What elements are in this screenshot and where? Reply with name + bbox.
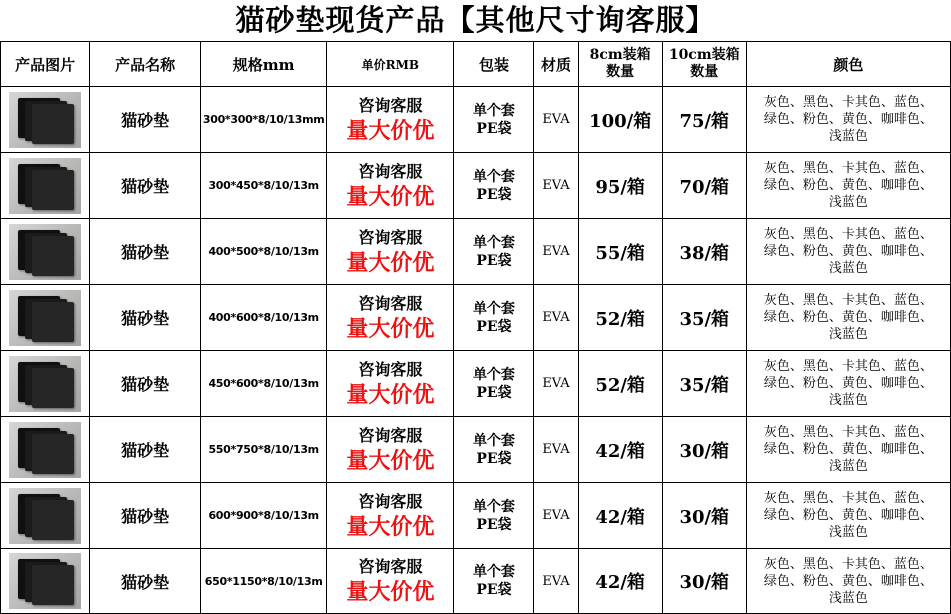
package-line1: 单个套: [472, 564, 515, 580]
qty-10cm: 35/箱: [662, 285, 746, 351]
product-material: EVA: [534, 285, 578, 351]
colors-line1: 灰色、黑色、卡其色、蓝色、: [763, 161, 933, 176]
price-inquiry: 咨询客服: [358, 557, 423, 576]
product-spec: 400*600*8/10/13m: [201, 285, 327, 351]
package-line1: 单个套: [472, 300, 515, 317]
mat-icon: [32, 434, 74, 474]
qty-10cm: 35/箱: [662, 351, 746, 417]
table-row: [1, 549, 951, 614]
colors-line1: 灰色、黑色、卡其色、蓝色、: [763, 556, 933, 572]
colors-line2: 绿色、粉色、黄色、咖啡色、: [763, 310, 933, 325]
price-promo: 量大价优: [346, 447, 435, 474]
product-spec: 450*600*8/10/13m: [201, 351, 327, 417]
header-package: 包装: [454, 42, 534, 87]
product-material: EVA: [534, 549, 578, 614]
header-name: 产品名称: [90, 42, 201, 87]
colors-line3: 浅蓝色: [828, 459, 868, 474]
colors-line2: 绿色、粉色、黄色、咖啡色、: [763, 573, 933, 589]
product-image-cell: [1, 417, 90, 483]
product-name: 猫砂垫: [90, 219, 201, 285]
package-line2: PE袋: [476, 450, 512, 467]
header-qty-10cm-line2: 数量: [690, 64, 719, 80]
package-line2: PE袋: [476, 252, 512, 269]
price-promo: 量大价优: [346, 315, 435, 342]
product-name: 猫砂垫: [90, 417, 201, 483]
package-line1: 单个套: [472, 366, 515, 383]
colors-line3: 浅蓝色: [828, 327, 868, 342]
product-price: [327, 219, 454, 285]
product-image-cell: [1, 285, 90, 351]
mat-icon: [32, 500, 74, 540]
product-image: [9, 488, 81, 544]
colors-line3: 浅蓝色: [828, 261, 868, 276]
product-colors: [746, 219, 950, 285]
product-table: [0, 41, 951, 614]
package-line2: PE袋: [476, 186, 512, 203]
page-title: 猫砂垫现货产品【其他尺寸询客服】: [235, 3, 716, 37]
package-line1: 单个套: [472, 234, 515, 251]
product-price: [327, 483, 454, 549]
price-promo: 量大价优: [346, 183, 435, 210]
product-material: EVA: [534, 153, 578, 219]
mat-icon: [32, 565, 74, 605]
product-package: [454, 285, 534, 351]
product-material: EVA: [534, 483, 578, 549]
price-promo: 量大价优: [346, 381, 435, 408]
product-material: EVA: [534, 219, 578, 285]
product-price: [327, 417, 454, 483]
qty-8cm: 52/箱: [578, 351, 662, 417]
package-line1: 单个套: [472, 168, 515, 185]
product-image-cell: [1, 549, 90, 614]
header-row: [1, 42, 951, 87]
qty-8cm: 95/箱: [578, 153, 662, 219]
table-row: [1, 153, 951, 219]
price-inquiry: 咨询客服: [358, 359, 423, 379]
product-package: [454, 483, 534, 549]
colors-line1: 灰色、黑色、卡其色、蓝色、: [763, 491, 933, 506]
price-promo: 量大价优: [346, 513, 435, 540]
colors-line2: 绿色、粉色、黄色、咖啡色、: [763, 508, 933, 523]
colors-line1: 灰色、黑色、卡其色、蓝色、: [763, 359, 933, 374]
product-image: [9, 224, 81, 280]
product-image: [9, 158, 81, 214]
package-line2: PE袋: [476, 582, 512, 598]
colors-line1: 灰色、黑色、卡其色、蓝色、: [763, 227, 933, 242]
product-material: EVA: [534, 417, 578, 483]
mat-icon: [32, 368, 74, 408]
product-package: [454, 549, 534, 614]
qty-8cm: 42/箱: [578, 417, 662, 483]
header-price: 单价RMB: [327, 42, 454, 87]
header-qty-8cm-line1: 8cm装箱: [589, 47, 651, 63]
qty-10cm: 75/箱: [662, 87, 746, 153]
qty-10cm: 30/箱: [662, 483, 746, 549]
table-row: [1, 351, 951, 417]
header-qty-10cm: [662, 42, 746, 87]
product-image: [9, 553, 81, 609]
package-line2: PE袋: [476, 318, 512, 335]
product-colors: [746, 351, 950, 417]
qty-8cm: 52/箱: [578, 285, 662, 351]
product-price: [327, 351, 454, 417]
price-inquiry: 咨询客服: [358, 161, 423, 181]
header-material: 材质: [534, 42, 578, 87]
colors-line2: 绿色、粉色、黄色、咖啡色、: [763, 112, 933, 127]
mat-icon: [32, 104, 74, 144]
price-inquiry: 咨询客服: [358, 293, 423, 313]
product-spec: 300*450*8/10/13m: [201, 153, 327, 219]
product-spec: 300*300*8/10/13mm: [201, 87, 327, 153]
product-image-cell: [1, 219, 90, 285]
colors-line3: 浅蓝色: [828, 393, 868, 408]
package-line2: PE袋: [476, 384, 512, 401]
table-row: [1, 483, 951, 549]
product-price: [327, 549, 454, 614]
product-colors: [746, 87, 950, 153]
qty-10cm: 30/箱: [662, 549, 746, 614]
product-spec: 600*900*8/10/13m: [201, 483, 327, 549]
product-image: [9, 290, 81, 346]
colors-line3: 浅蓝色: [828, 129, 868, 144]
header-color: 颜色: [746, 42, 950, 87]
mat-icon: [32, 170, 74, 210]
product-name: 猫砂垫: [90, 351, 201, 417]
product-image: [9, 422, 81, 478]
price-inquiry: 咨询客服: [358, 491, 423, 511]
price-inquiry: 咨询客服: [358, 425, 423, 445]
product-image: [9, 92, 81, 148]
product-image-cell: [1, 351, 90, 417]
qty-8cm: 55/箱: [578, 219, 662, 285]
qty-10cm: 30/箱: [662, 417, 746, 483]
product-spec: 650*1150*8/10/13m: [201, 549, 327, 614]
product-colors: [746, 285, 950, 351]
package-line2: PE袋: [476, 516, 512, 533]
header-qty-8cm-line2: 数量: [606, 64, 635, 80]
colors-line1: 灰色、黑色、卡其色、蓝色、: [763, 293, 933, 308]
colors-line3: 浅蓝色: [828, 525, 868, 540]
product-name: 猫砂垫: [90, 285, 201, 351]
package-line1: 单个套: [472, 432, 515, 449]
product-colors: [746, 417, 950, 483]
colors-line2: 绿色、粉色、黄色、咖啡色、: [763, 442, 933, 457]
product-price: [327, 153, 454, 219]
product-package: [454, 219, 534, 285]
product-name: 猫砂垫: [90, 87, 201, 153]
colors-line2: 绿色、粉色、黄色、咖啡色、: [763, 376, 933, 391]
qty-10cm: 38/箱: [662, 219, 746, 285]
product-image: [9, 356, 81, 412]
price-inquiry: 咨询客服: [358, 95, 423, 115]
header-spec: 规格mm: [201, 42, 327, 87]
product-colors: [746, 153, 950, 219]
product-package: [454, 351, 534, 417]
table-row: [1, 417, 951, 483]
price-inquiry: 咨询客服: [358, 227, 423, 247]
product-spec: 550*750*8/10/13m: [201, 417, 327, 483]
colors-line2: 绿色、粉色、黄色、咖啡色、: [763, 178, 933, 193]
qty-10cm: 70/箱: [662, 153, 746, 219]
price-promo: 量大价优: [346, 117, 435, 144]
table-row: [1, 285, 951, 351]
mat-icon: [32, 236, 74, 276]
colors-line3: 浅蓝色: [828, 590, 868, 606]
product-name: 猫砂垫: [90, 549, 201, 614]
product-image-cell: [1, 483, 90, 549]
product-price: [327, 87, 454, 153]
product-spec: 400*500*8/10/13m: [201, 219, 327, 285]
product-material: EVA: [534, 87, 578, 153]
product-package: [454, 153, 534, 219]
mat-icon: [32, 302, 74, 342]
product-price: [327, 285, 454, 351]
product-name: 猫砂垫: [90, 483, 201, 549]
colors-line2: 绿色、粉色、黄色、咖啡色、: [763, 244, 933, 259]
package-line2: PE袋: [476, 120, 512, 137]
table-row: [1, 219, 951, 285]
product-material: EVA: [534, 351, 578, 417]
package-line1: 单个套: [472, 102, 515, 119]
price-promo: 量大价优: [346, 579, 435, 605]
header-qty-8cm: [578, 42, 662, 87]
colors-line1: 灰色、黑色、卡其色、蓝色、: [763, 95, 933, 110]
product-colors: [746, 483, 950, 549]
product-package: [454, 417, 534, 483]
price-promo: 量大价优: [346, 249, 435, 276]
header-qty-10cm-line1: 10cm装箱: [668, 47, 740, 63]
qty-8cm: 100/箱: [578, 87, 662, 153]
product-colors: [746, 549, 950, 614]
product-image-cell: [1, 87, 90, 153]
header-image: 产品图片: [1, 42, 90, 87]
qty-8cm: 42/箱: [578, 549, 662, 614]
package-line1: 单个套: [472, 498, 515, 515]
product-package: [454, 87, 534, 153]
colors-line3: 浅蓝色: [828, 195, 868, 210]
product-name: 猫砂垫: [90, 153, 201, 219]
colors-line1: 灰色、黑色、卡其色、蓝色、: [763, 425, 933, 440]
qty-8cm: 42/箱: [578, 483, 662, 549]
product-image-cell: [1, 153, 90, 219]
table-row: [1, 87, 951, 153]
